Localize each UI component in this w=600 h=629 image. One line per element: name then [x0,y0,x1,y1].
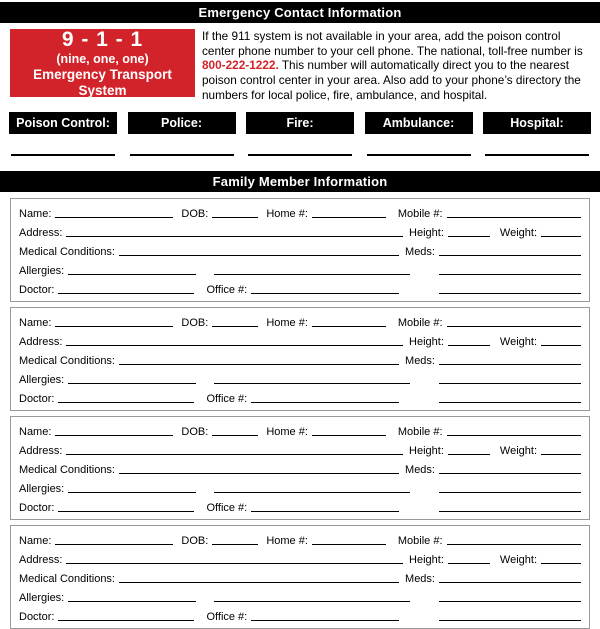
medical-conditions-label: Medical Conditions: [19,354,115,367]
allergies-label: Allergies: [19,264,65,277]
weight-line[interactable] [541,236,581,237]
home-phone-line[interactable] [312,326,386,327]
member-row-4 [19,259,581,278]
home-phone-line[interactable] [312,217,386,218]
allergies-line[interactable] [68,601,196,602]
ambulance-line[interactable] [367,154,471,156]
member-row-1 [19,311,581,330]
medical-conditions-line[interactable] [119,364,399,365]
weight-label: Weight: [499,444,537,457]
member-block [10,307,590,411]
office-phone-label: Office #: [206,283,248,296]
member-row-2 [19,548,581,567]
weight-label: Weight: [499,553,537,566]
family-members [10,198,590,629]
meds-continuation-line-2[interactable] [439,402,581,403]
intro-text-after: This number will automatically direct you to the nearest poison control center in your area. Also add to your phone’s directory the numbers for local police, fire, ambulance, and hospital. [202,58,581,102]
911-number: 9 - 1 - 1 [61,27,144,51]
page [0,2,600,625]
dob-line[interactable] [212,217,258,218]
poison-control-phone-number: 800-222-1222. [202,58,279,73]
office-phone-label: Office #: [206,392,248,405]
intro-section [10,29,590,103]
emergency-contact-header-bar [0,2,600,23]
dob-line[interactable] [212,435,258,436]
dob-label: DOB: [181,425,209,438]
office-phone-line[interactable] [251,620,399,621]
allergies-continuation-line[interactable] [214,274,410,275]
meds-label: Meds: [405,463,435,476]
height-label: Height: [409,226,444,239]
member-row-4 [19,586,581,605]
office-phone-label: Office #: [206,610,248,623]
weight-label: Weight: [499,226,537,239]
meds-continuation-line-2[interactable] [439,511,581,512]
office-phone-line[interactable] [251,402,399,403]
height-line[interactable] [448,454,490,455]
allergies-continuation-line[interactable] [214,383,410,384]
hospital-line[interactable] [485,154,589,156]
home-phone-label: Home #: [266,207,308,220]
weight-line[interactable] [541,345,581,346]
dob-line[interactable] [212,326,258,327]
mobile-phone-line[interactable] [447,217,581,218]
name-label: Name: [19,425,52,438]
address-line[interactable] [66,345,403,346]
address-label: Address: [19,444,63,457]
police-line[interactable] [130,154,234,156]
home-phone-label: Home #: [266,534,308,547]
member-block [10,525,590,629]
doctor-line[interactable] [58,402,194,403]
allergies-label: Allergies: [19,482,65,495]
allergies-label: Allergies: [19,373,65,386]
name-label: Name: [19,534,52,547]
home-phone-label: Home #: [266,316,308,329]
allergies-label: Allergies: [19,591,65,604]
meds-line[interactable] [439,582,581,583]
allergies-continuation-line[interactable] [214,601,410,602]
member-row-5 [19,278,581,297]
height-line[interactable] [448,236,490,237]
meds-line[interactable] [439,364,581,365]
meds-continuation-line-2[interactable] [439,620,581,621]
member-row-3 [19,567,581,586]
member-row-3 [19,349,581,368]
contact-labels-row [9,112,591,134]
member-row-3 [19,240,581,259]
doctor-line[interactable] [58,620,194,621]
member-row-2 [19,221,581,240]
dob-label: DOB: [181,534,209,547]
member-row-4 [19,477,581,496]
meds-continuation-line-1[interactable] [439,274,581,275]
office-phone-line[interactable] [251,293,399,294]
height-line[interactable] [448,563,490,564]
member-row-2 [19,439,581,458]
name-line[interactable] [55,326,173,327]
address-label: Address: [19,553,63,566]
mobile-phone-line[interactable] [447,544,581,545]
member-row-4 [19,368,581,387]
name-label: Name: [19,316,52,329]
contact-label-ambulance: Ambulance: [365,112,473,134]
medical-conditions-line[interactable] [119,473,399,474]
meds-label: Meds: [405,572,435,585]
911-subtitle: Emergency Transport System [33,66,172,98]
height-line[interactable] [448,345,490,346]
contact-label-poison-control: Poison Control: [9,112,117,134]
doctor-label: Doctor: [19,610,55,623]
contact-fill-lines-row [11,154,589,156]
member-row-1 [19,202,581,221]
address-line[interactable] [66,563,403,564]
contact-label-police: Police: [128,112,236,134]
name-line[interactable] [55,217,173,218]
home-phone-line[interactable] [312,435,386,436]
height-label: Height: [409,553,444,566]
weight-line[interactable] [541,454,581,455]
doctor-label: Doctor: [19,392,55,405]
medical-conditions-line[interactable] [119,255,399,256]
medical-conditions-label: Medical Conditions: [19,245,115,258]
medical-conditions-label: Medical Conditions: [19,572,115,585]
dob-label: DOB: [181,316,209,329]
doctor-line[interactable] [58,511,194,512]
address-label: Address: [19,335,63,348]
doctor-line[interactable] [58,293,194,294]
meds-label: Meds: [405,354,435,367]
doctor-label: Doctor: [19,283,55,296]
office-phone-line[interactable] [251,511,399,512]
meds-line[interactable] [439,473,581,474]
allergies-line[interactable] [68,274,196,275]
mobile-phone-label: Mobile #: [397,207,443,220]
weight-line[interactable] [541,563,581,564]
address-line[interactable] [66,454,403,455]
name-line[interactable] [55,544,173,545]
member-row-5 [19,496,581,515]
weight-label: Weight: [499,335,537,348]
member-row-2 [19,330,581,349]
member-block [10,198,590,302]
emergency-contact-title: Emergency Contact Information [198,5,402,20]
address-line[interactable] [66,236,403,237]
meds-continuation-line-1[interactable] [439,601,581,602]
contact-label-hospital: Hospital: [483,112,591,134]
height-label: Height: [409,444,444,457]
allergies-continuation-line[interactable] [214,492,410,493]
intro-text-before: If the 911 system is not available in your area, add the poison control center phone number to your cell phone. The national, toll-free number is [202,29,583,58]
doctor-label: Doctor: [19,501,55,514]
office-phone-label: Office #: [206,501,248,514]
member-row-5 [19,387,581,406]
fire-line[interactable] [248,154,352,156]
member-row-1 [19,420,581,439]
family-member-header-bar [0,171,600,192]
mobile-phone-line[interactable] [447,326,581,327]
allergies-line[interactable] [68,492,196,493]
dob-label: DOB: [181,207,209,220]
intro-paragraph [202,29,590,103]
member-block [10,416,590,520]
family-member-title: Family Member Information [212,173,388,189]
meds-label: Meds: [405,245,435,258]
poison-control-line[interactable] [11,154,115,156]
mobile-phone-label: Mobile #: [397,425,443,438]
address-label: Address: [19,226,63,239]
member-row-5 [19,605,581,624]
allergies-line[interactable] [68,383,196,384]
meds-line[interactable] [439,255,581,256]
height-label: Height: [409,335,444,348]
meds-continuation-line-1[interactable] [439,492,581,493]
mobile-phone-label: Mobile #: [397,534,443,547]
911-phonetic: (nine, one, one) [56,51,149,66]
member-row-3 [19,458,581,477]
home-phone-line[interactable] [312,544,386,545]
name-label: Name: [19,207,52,220]
mobile-phone-line[interactable] [447,435,581,436]
meds-continuation-line-1[interactable] [439,383,581,384]
member-row-1 [19,529,581,548]
mobile-phone-label: Mobile #: [397,316,443,329]
dob-line[interactable] [212,544,258,545]
home-phone-label: Home #: [266,425,308,438]
emergency-911-box [10,29,195,97]
medical-conditions-label: Medical Conditions: [19,463,115,476]
medical-conditions-line[interactable] [119,582,399,583]
meds-continuation-line-2[interactable] [439,293,581,294]
contact-label-fire: Fire: [246,112,354,134]
name-line[interactable] [55,435,173,436]
